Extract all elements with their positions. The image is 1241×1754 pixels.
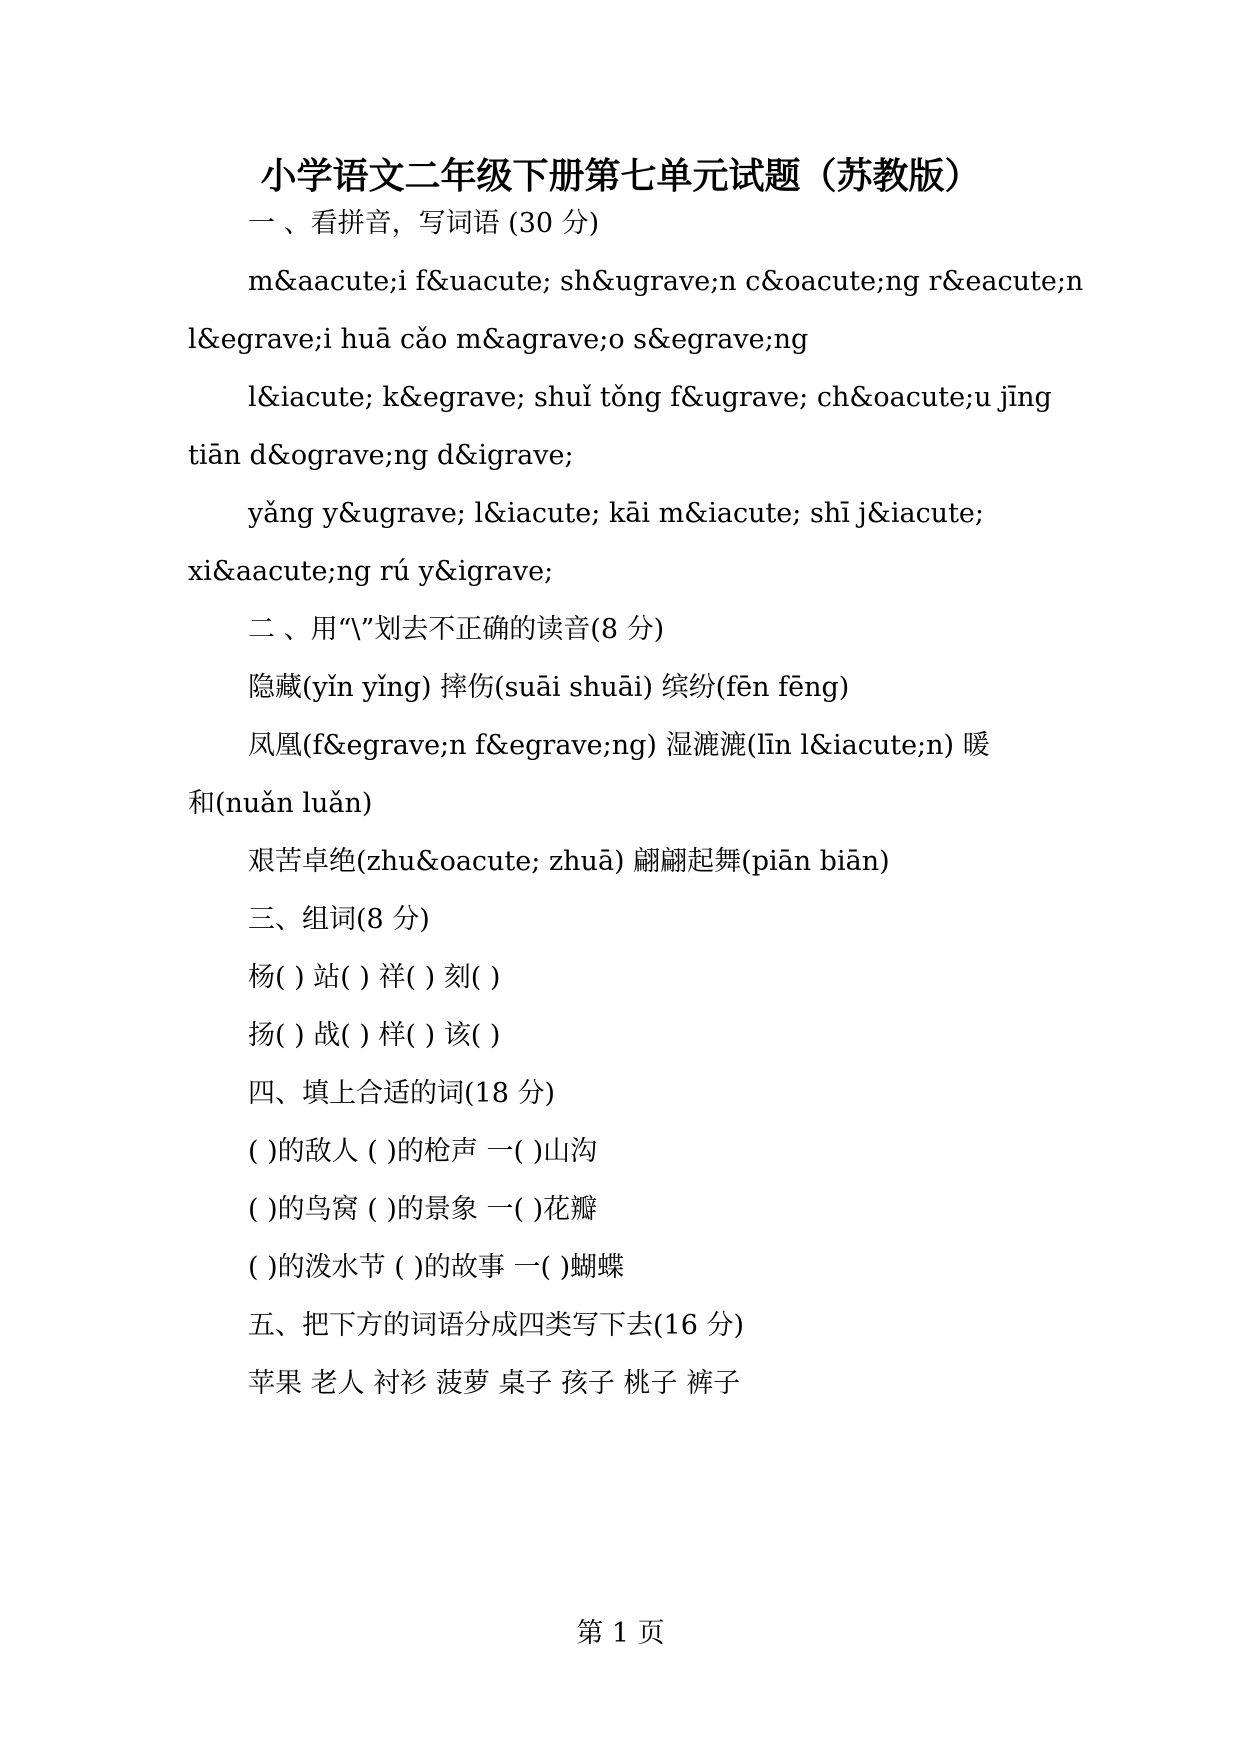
section-4-heading: 四、填上合适的词(18 分) xyxy=(248,1078,556,1109)
reading-line-2b: 和(nuǎn luǎn) xyxy=(188,788,373,819)
document-title: 小学语文二年级下册第七单元试题（苏教版） xyxy=(260,155,981,197)
word-group-line-1: 杨( ) 站( ) 祥( ) 刻( ) xyxy=(248,962,501,993)
fill-line-2: ( )的鸟窝 ( )的景象 一( )花瓣 xyxy=(248,1194,598,1225)
pinyin-line-2b: tiān d&ograve;ng d&igrave; xyxy=(188,440,574,471)
pinyin-line-1a: m&aacute;i f&uacute; sh&ugrave;n c&oacute;ng r&eacute;n xyxy=(248,266,1084,297)
fill-line-1: ( )的敌人 ( )的枪声 一( )山沟 xyxy=(248,1136,598,1167)
word-list-line: 苹果 老人 衬衫 菠萝 桌子 孩子 桃子 裤子 xyxy=(248,1368,741,1399)
pinyin-line-3a: yǎng y&ugrave; l&iacute; kāi m&iacute; shī j&iacute; xyxy=(248,498,985,529)
section-3-heading: 三、组词(8 分) xyxy=(248,904,430,935)
pinyin-line-3b: xi&aacute;ng rú y&igrave; xyxy=(188,556,554,587)
reading-line-3: 艰苦卓绝(zhu&oacute; zhuā) 翩翩起舞(piān biān) xyxy=(248,846,890,877)
section-1-heading: 一 、看拼音，写词语 (30 分) xyxy=(248,208,600,239)
page-number: 第 1 页 xyxy=(576,1618,665,1649)
reading-line-2a: 凤凰(f&egrave;n f&egrave;ng) 湿漉漉(līn l&iacute;n) 暖 xyxy=(248,730,990,761)
pinyin-line-2a: l&iacute; k&egrave; shuǐ tǒng f&ugrave; ch&oacute;u jīng xyxy=(248,382,1052,413)
section-2-heading: 二 、用“\”划去不正确的读音(8 分) xyxy=(248,614,665,645)
reading-line-1: 隐藏(yǐn yǐng) 摔伤(suāi shuāi) 缤纷(fēn fēng) xyxy=(248,672,850,703)
fill-line-3: ( )的泼水节 ( )的故事 一( )蝴蝶 xyxy=(248,1252,625,1283)
pinyin-line-1b: l&egrave;i huā cǎo m&agrave;o s&egrave;ng xyxy=(188,324,809,355)
section-5-heading: 五、把下方的词语分成四类写下去(16 分) xyxy=(248,1310,745,1341)
word-group-line-2: 扬( ) 战( ) 样( ) 该( ) xyxy=(248,1020,501,1051)
